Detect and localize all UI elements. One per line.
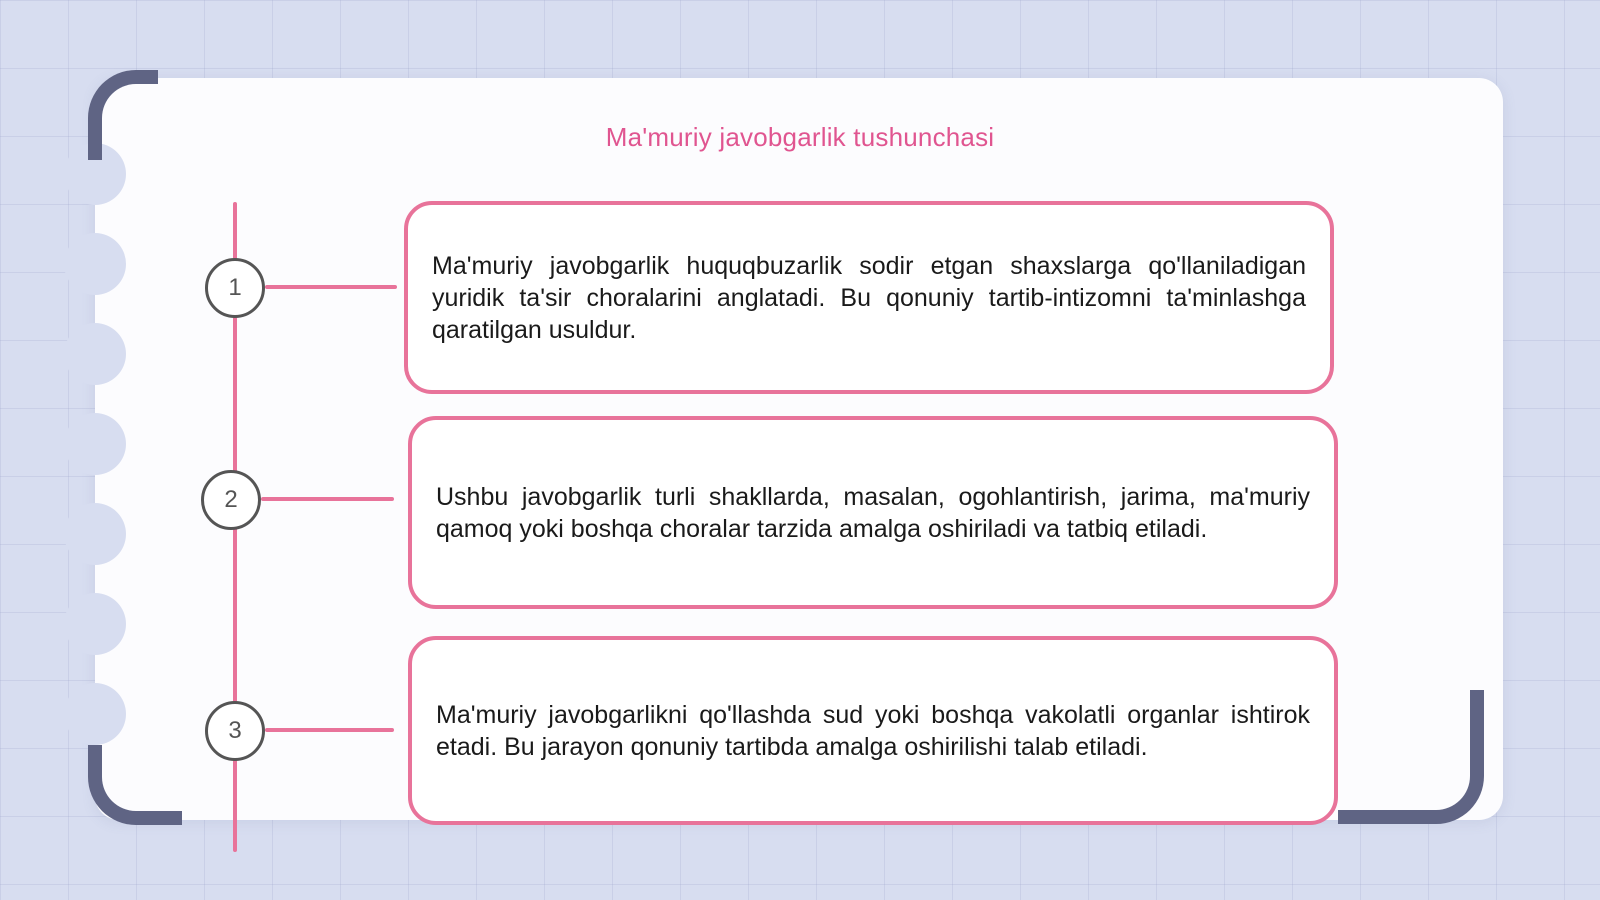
slide-title: Ma'muriy javobgarlik tushunchasi <box>605 122 995 152</box>
paper-scallop <box>64 503 126 565</box>
card-text: Ma'muriy javobgarlikni qo'llashda sud yoki boshqa vakolatli organlar ishtirok etadi. Bu jarayon qonuniy tartibda amalga oshirilishi talab etiladi. <box>436 700 1310 761</box>
timeline-connector-2 <box>261 497 394 501</box>
paper-scallop <box>64 233 126 295</box>
corner-bracket-bottom-right <box>1338 690 1484 824</box>
paper-scallop <box>64 413 126 475</box>
paper-scallop <box>64 323 126 385</box>
content-card-1 <box>404 201 1334 394</box>
card-text: Ushbu javobgarlik turli shakllarda, masalan, ogohlantirish, jarima, ma'muriy qamoq yoki boshqa choralar tarzida amalga oshiriladi va tatbiq etiladi. <box>436 482 1310 543</box>
paper-scallop <box>64 593 126 655</box>
timeline-connector-1 <box>265 285 397 289</box>
timeline-node-3 <box>205 701 265 761</box>
timeline-node-number: 3 <box>228 717 242 744</box>
paper-scallop <box>64 683 126 745</box>
timeline-node-number: 1 <box>228 274 242 301</box>
card-text: Ma'muriy javobgarlik huquqbuzarlik sodir etgan shaxslarga qo'llaniladigan yuridik ta'sir choralarini anglatadi. Bu qonuniy tartib-intizomni ta'minlashga qaratilgan usuldur. <box>432 251 1306 344</box>
content-card-3 <box>408 636 1338 825</box>
timeline-node-number: 2 <box>224 486 238 513</box>
timeline-connector-3 <box>265 728 394 732</box>
timeline-node-2 <box>201 470 261 530</box>
content-card-2 <box>408 416 1338 609</box>
timeline-node-1 <box>205 258 265 318</box>
